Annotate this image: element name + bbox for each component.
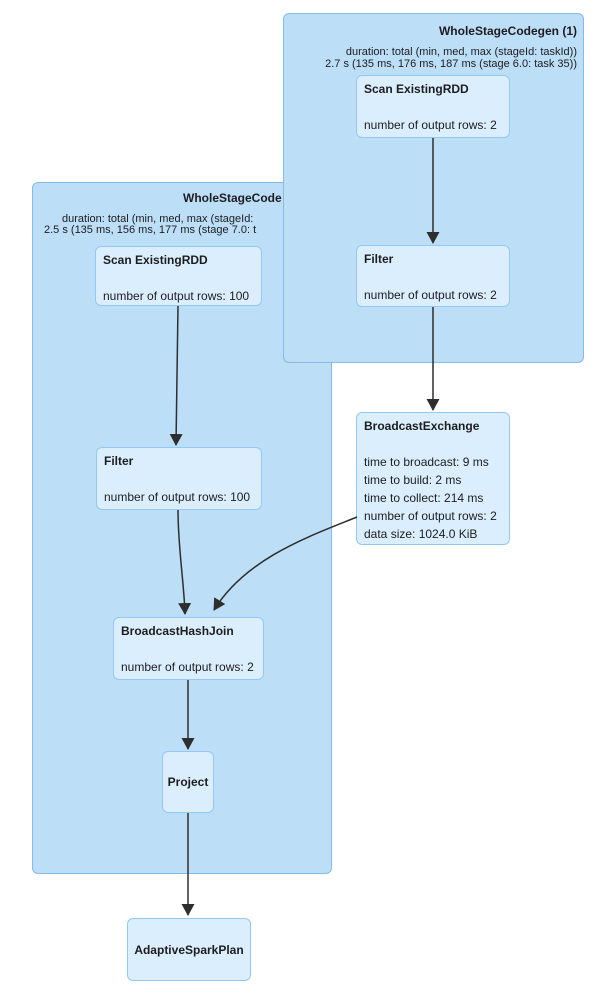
node-metric-time-to-broadcast: time to broadcast: 9 ms bbox=[364, 455, 489, 469]
cluster-duration-line2: 2.5 s (135 ms, 156 ms, 177 ms (stage 7.0: t bbox=[44, 224, 257, 236]
node-spacer bbox=[104, 470, 254, 488]
node-metric-output-rows: number of output rows: 2 bbox=[364, 288, 497, 302]
node-metric-output-rows: number of output rows: 2 bbox=[121, 660, 254, 674]
node-metric-time-to-build: time to build: 2 ms bbox=[364, 473, 462, 487]
node-spacer bbox=[364, 98, 502, 116]
node-metric-data-size: data size: 1024.0 KiB bbox=[364, 527, 478, 541]
cluster-duration-line1: duration: total (min, med, max (stageId: bbox=[62, 213, 254, 225]
node-spacer bbox=[364, 435, 502, 453]
node-title: Scan ExistingRDD bbox=[103, 253, 208, 267]
node-metric-output-rows: number of output rows: 2 bbox=[364, 118, 497, 132]
node-filter-2[interactable] bbox=[96, 447, 262, 510]
node-metric-time-to-collect: time to collect: 214 ms bbox=[364, 491, 484, 505]
node-metric-output-rows: number of output rows: 100 bbox=[103, 289, 250, 303]
node-title: AdaptiveSparkPlan bbox=[134, 942, 244, 957]
node-broadcastexchange[interactable] bbox=[356, 412, 510, 545]
node-spacer bbox=[121, 640, 256, 658]
node-adaptivesparkplan[interactable] bbox=[127, 918, 251, 981]
node-title: BroadcastExchange bbox=[364, 419, 480, 433]
cluster-duration-line2: 2.7 s (135 ms, 176 ms, 187 ms (stage 6.0: task 35)) bbox=[325, 58, 577, 70]
node-metric-output-rows: number of output rows: 100 bbox=[104, 490, 251, 504]
node-title: Project bbox=[167, 775, 209, 789]
node-project[interactable] bbox=[162, 751, 214, 813]
node-scan-existingrdd-2[interactable] bbox=[95, 246, 262, 306]
cluster-title: WholeStageCodegen (1) bbox=[438, 24, 577, 38]
node-broadcasthashjoin[interactable] bbox=[113, 617, 264, 680]
node-title: Filter bbox=[104, 454, 134, 468]
node-filter-1[interactable] bbox=[356, 245, 510, 307]
node-scan-existingrdd-1[interactable] bbox=[356, 75, 510, 138]
cluster-duration-line1: duration: total (min, med, max (stageId: taskId)) bbox=[345, 46, 577, 58]
node-title: Scan ExistingRDD bbox=[364, 82, 469, 96]
node-metric-output-rows: number of output rows: 2 bbox=[364, 509, 497, 523]
node-spacer bbox=[364, 268, 502, 286]
cluster-title: WholeStageCode bbox=[183, 191, 282, 205]
node-spacer bbox=[103, 269, 254, 287]
node-title: BroadcastHashJoin bbox=[121, 624, 234, 638]
cluster-wholestagecodegen-1 bbox=[283, 13, 584, 363]
node-title: Filter bbox=[364, 252, 394, 266]
